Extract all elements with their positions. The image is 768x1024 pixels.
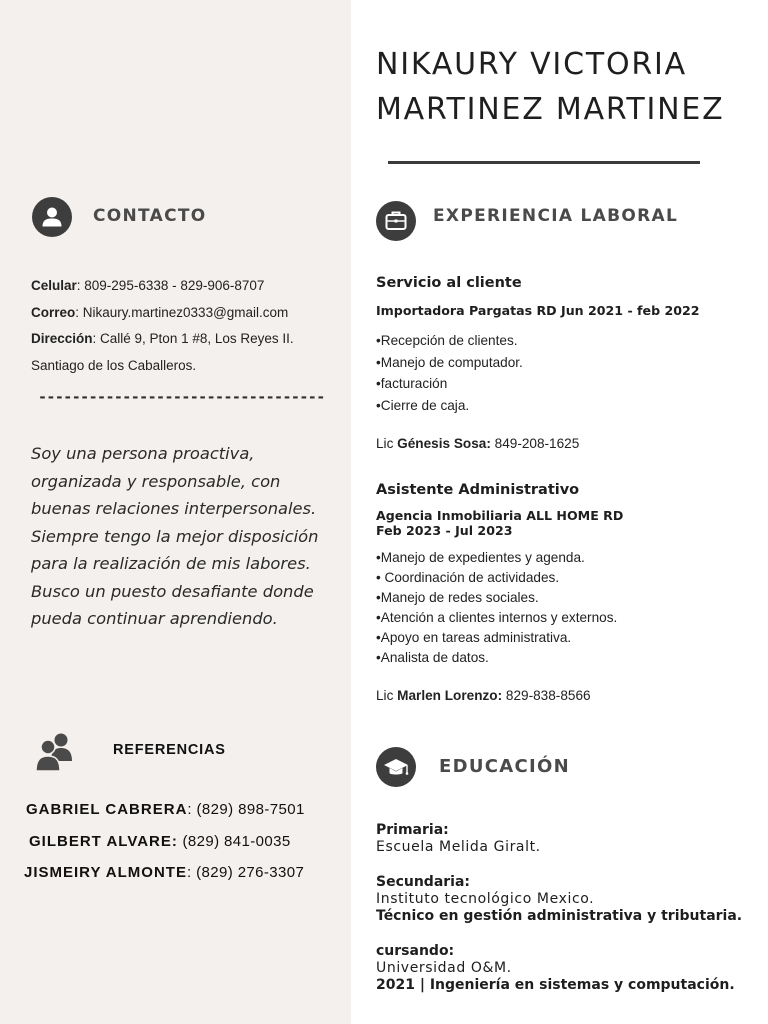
profile-line: buenas relaciones interpersonales. bbox=[31, 499, 317, 518]
profile-line: organizada y responsable, con bbox=[31, 471, 281, 491]
current-school: Universidad O&M. bbox=[376, 960, 512, 976]
duty-item: •Recepción de clientes. bbox=[376, 333, 518, 348]
reference-item bbox=[29, 833, 291, 850]
address-value: : Callé 9, Pton 1 #8, Los Reyes II. bbox=[92, 331, 294, 346]
secondary-label: Secundaria: bbox=[376, 874, 471, 890]
candidate-name bbox=[376, 42, 725, 132]
duty-item: •Manejo de computador. bbox=[376, 354, 523, 370]
contact-address-line2: Santiago de los Caballeros. bbox=[31, 357, 197, 373]
job-duties bbox=[376, 330, 523, 416]
duty-item: •facturación bbox=[376, 376, 448, 391]
name-line-2: MARTINEZ MARTINEZ bbox=[376, 92, 725, 127]
ref-phone: 849-208-1625 bbox=[490, 436, 580, 451]
experience-title: EXPERIENCIA LABORAL bbox=[433, 206, 679, 226]
contact-info bbox=[31, 273, 341, 379]
contact-email bbox=[31, 300, 341, 327]
job-reference bbox=[376, 436, 579, 451]
profile-line: para la realización de mis labores. bbox=[31, 554, 311, 573]
reference-name: GILBERT ALVARE: bbox=[29, 833, 178, 850]
job-company bbox=[376, 508, 623, 538]
job-title: Asistente Administrativo bbox=[376, 482, 580, 498]
ref-name: Génesis Sosa: bbox=[397, 436, 491, 451]
profile-summary bbox=[31, 440, 331, 633]
reference-name: GABRIEL CABRERA bbox=[26, 801, 188, 818]
email-value: : Nikaury.martinez0333@gmail.com bbox=[75, 304, 289, 320]
dashed-divider: ---------------------------------- bbox=[38, 388, 325, 406]
job-company: Importadora Pargatas RD Jun 2021 - feb 2022 bbox=[376, 303, 700, 318]
profile-line: pueda continuar aprendiendo. bbox=[31, 609, 278, 628]
briefcase-icon bbox=[376, 201, 416, 241]
contact-address bbox=[31, 326, 341, 353]
profile-line: Busco un puesto desafiante donde bbox=[31, 581, 314, 601]
company-dates: Feb 2023 - Jul 2023 bbox=[376, 523, 513, 538]
current-label: cursando: bbox=[376, 943, 455, 959]
contact-title: CONTACTO bbox=[93, 206, 207, 226]
phone-label: Celular bbox=[31, 278, 77, 293]
duty-item: •Manejo de redes sociales. bbox=[376, 590, 539, 605]
reference-item bbox=[26, 801, 305, 818]
current-degree: 2021 | Ingeniería en sistemas y computación. bbox=[376, 977, 735, 993]
duty-item: •Analista de datos. bbox=[376, 650, 489, 665]
person-icon bbox=[32, 197, 72, 237]
email-label: Correo bbox=[31, 304, 76, 320]
ref-prefix: Lic bbox=[376, 436, 398, 451]
company-name: Agencia Inmobiliaria ALL HOME RD bbox=[376, 508, 624, 523]
primary-school: Escuela Melida Giralt. bbox=[376, 839, 541, 855]
ref-prefix: Lic bbox=[376, 688, 398, 703]
education-title: EDUCACIÓN bbox=[439, 756, 570, 777]
education-secondary bbox=[376, 874, 766, 925]
name-line-1: NIKAURY VICTORIA bbox=[376, 47, 687, 82]
job-title: Servicio al cliente bbox=[376, 275, 522, 291]
contact-phone bbox=[31, 273, 341, 300]
duty-item: •Atención a clientes internos y externos. bbox=[376, 610, 618, 625]
reference-phone: (829) 841-0035 bbox=[177, 833, 291, 850]
primary-label: Primaria: bbox=[376, 822, 449, 838]
education-current bbox=[376, 943, 766, 994]
reference-item bbox=[24, 864, 304, 881]
reference-phone: : (829) 276-3307 bbox=[186, 864, 305, 881]
duty-item: • Coordinación de actividades. bbox=[376, 570, 560, 585]
ref-phone: 829-838-8566 bbox=[502, 688, 591, 703]
reference-name: JISMEIRY ALMONTE bbox=[24, 864, 187, 881]
education-primary bbox=[376, 822, 766, 856]
references-title: REFERENCIAS bbox=[113, 742, 226, 758]
secondary-degree: Técnico en gestión administrativa y tributaria. bbox=[376, 908, 743, 924]
job-duties bbox=[376, 548, 617, 668]
profile-line: Soy una persona proactiva, bbox=[31, 444, 255, 463]
profile-line: Siempre tengo la mejor disposición bbox=[31, 526, 319, 546]
phone-value: : 809-295-6338 - 829-906-8707 bbox=[76, 278, 265, 293]
name-underline bbox=[388, 161, 700, 164]
ref-name: Marlen Lorenzo: bbox=[397, 688, 503, 703]
job-reference bbox=[376, 688, 591, 703]
people-icon bbox=[34, 731, 74, 773]
duty-item: •Apoyo en tareas administrativa. bbox=[376, 630, 572, 645]
address-label: Dirección bbox=[31, 331, 93, 346]
secondary-school: Instituto tecnológico Mexico. bbox=[376, 891, 595, 907]
graduation-cap-icon bbox=[376, 747, 416, 787]
duty-item: •Cierre de caja. bbox=[376, 397, 470, 413]
reference-phone: : (829) 898-7501 bbox=[187, 801, 305, 818]
duty-item: •Manejo de expedientes y agenda. bbox=[376, 550, 585, 565]
